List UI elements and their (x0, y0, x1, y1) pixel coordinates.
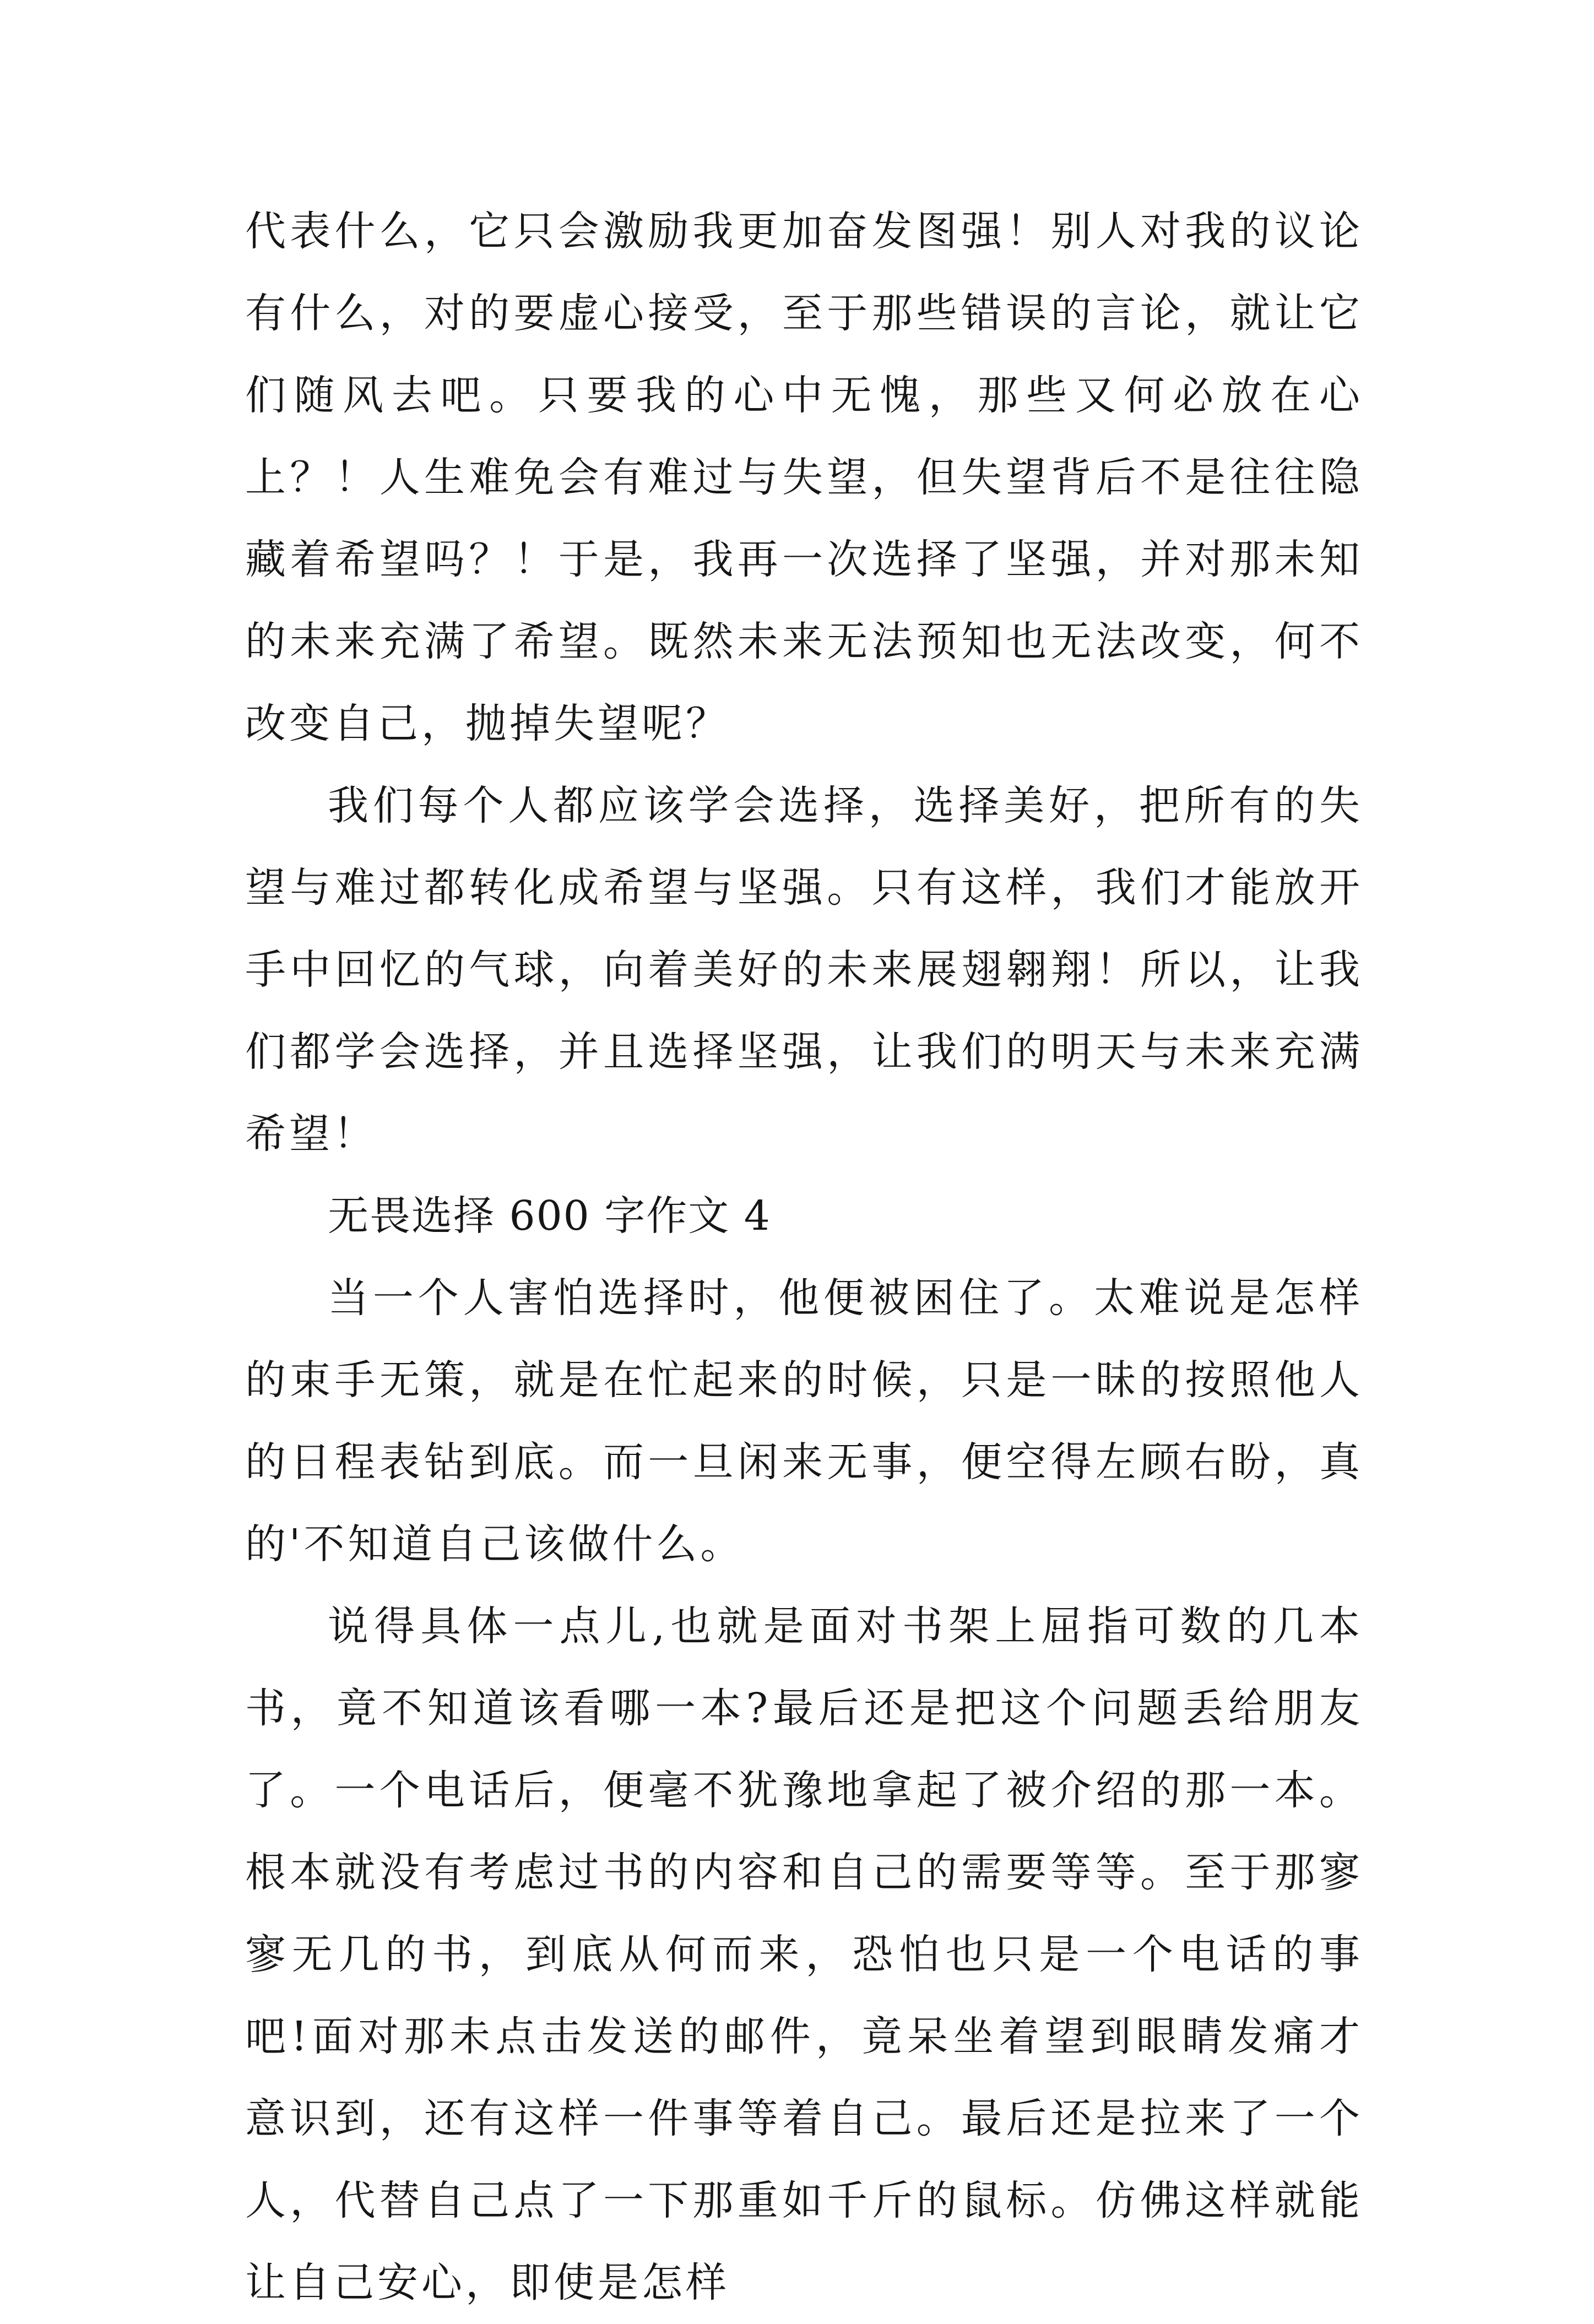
document-body (245, 191, 1363, 2324)
essay-heading: 无畏选择 600 字作文 4 (328, 1192, 771, 1240)
paragraph-specific-examples: 说得具体一点儿,也就是面对书架上屈指可数的几本书，竟不知道该看哪一本?最后还是把这个问题丢给朋友了。一个电话后，便毫不犹豫地拿起了被介绍的那一本。根本就没有考虑过书的内容和自己的需要等等。至于那寥寥无几的书，到底从何而来，恐怕也只是一个电话的事吧!面对那未点击发送的邮件，竟呆坐着望到眼睛发痛才意识到，还有这样一件事等着自己。最后还是拉来了一个人，代替自己点了一下那重如千斤的鼠标。仿佛这样就能让自己安心，即使是怎样 (245, 1603, 1363, 2306)
paragraph-choose-strength: 我们每个人都应该学会选择，选择美好，把所有的失望与难过都转化成希望与坚强。只有这样，我们才能放开手中回忆的气球，向着美好的未来展翅翱翔！所以，让我们都学会选择，并且选择坚强，让我们的明天与未来充满希望！ (245, 782, 1363, 1158)
paragraph-continuation: 代表什么，它只会激励我更加奋发图强！别人对我的议论有什么，对的要虚心接受，至于那些错误的言论，就让它们随风去吧。只要我的心中无愧，那些又何必放在心上？！人生难免会有难过与失望，但失望背后不是往往隐藏着希望吗？！于是，我再一次选择了坚强，并对那未知的未来充满了希望。既然未来无法预知也无法改变，何不改变自己，抛掉失望呢？ (245, 208, 1363, 747)
paragraph-fear-of-choice: 当一个人害怕选择时，他便被困住了。太难说是怎样的束手无策，就是在忙起来的时候，只是一昧的按照他人的日程表钻到底。而一旦闲来无事，便空得左顾右盼，真的'不知道自己该做什么。 (245, 1274, 1363, 1568)
